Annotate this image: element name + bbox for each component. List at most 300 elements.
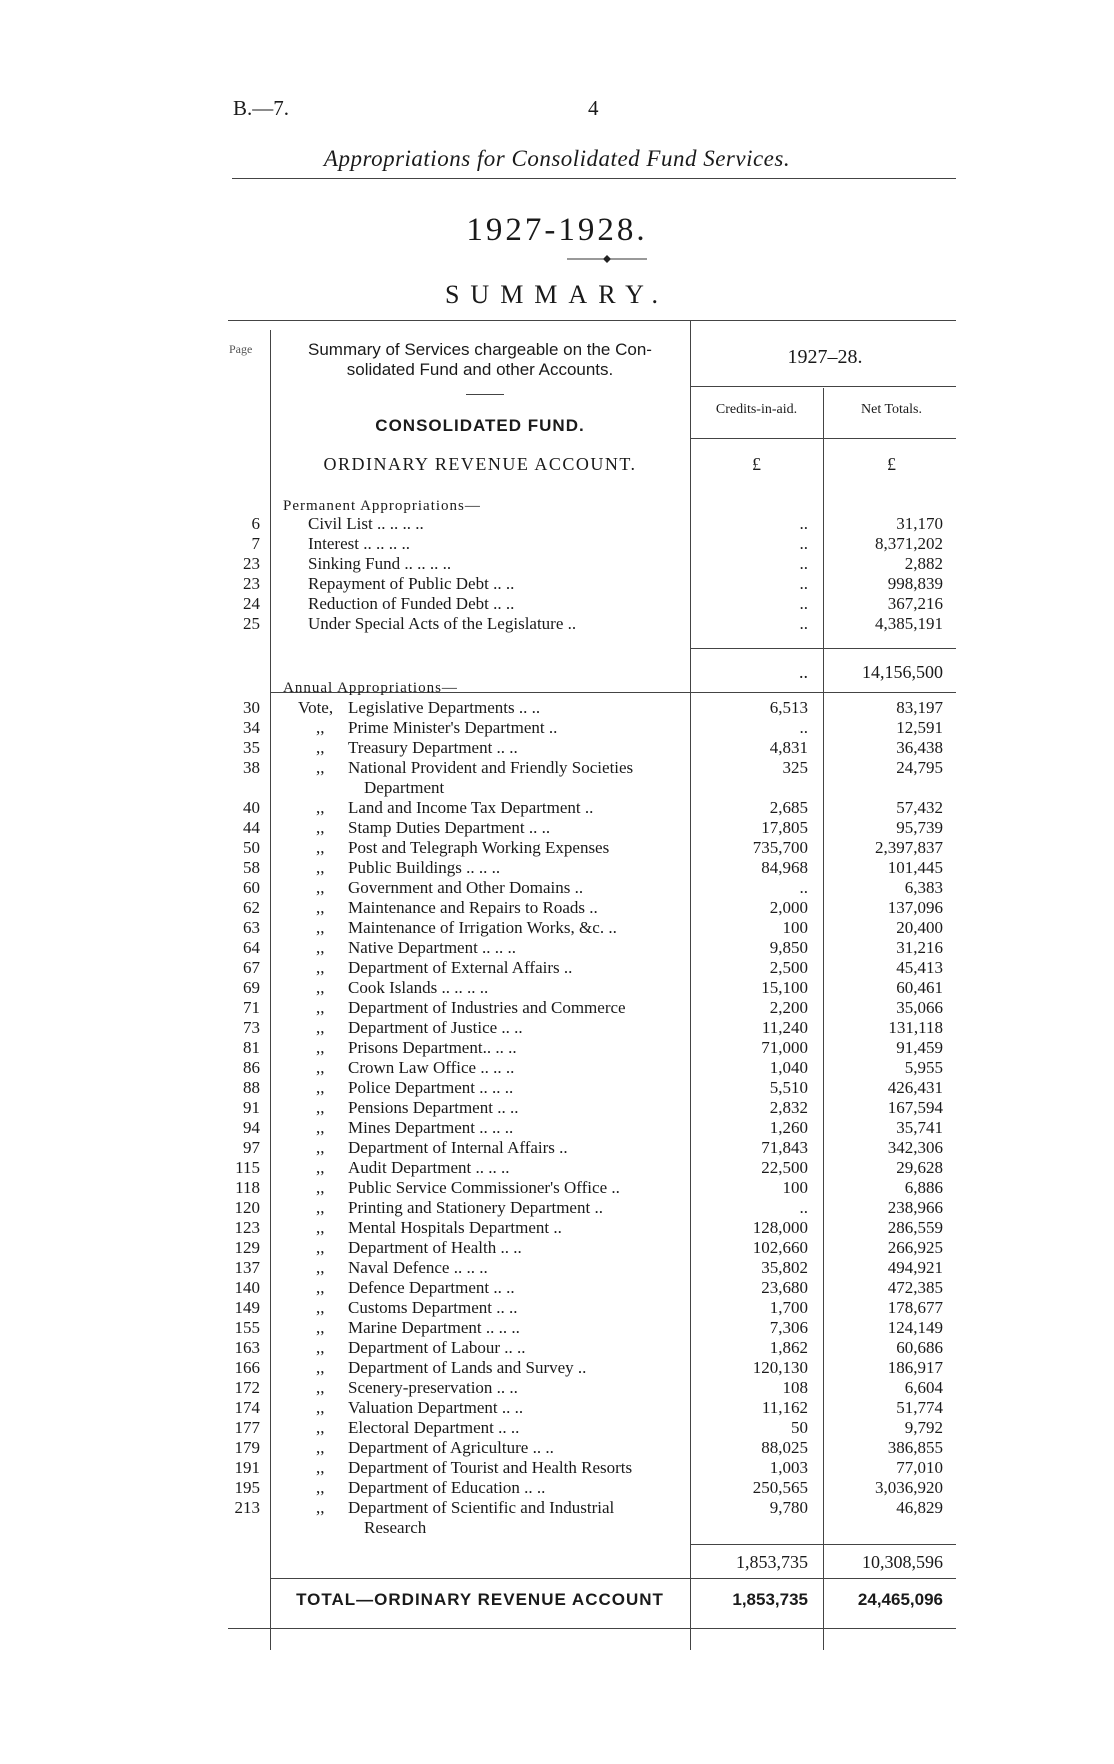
ditto-mark: ,, (316, 1338, 325, 1357)
annual-row (0, 1298, 1114, 1318)
annual-row (0, 898, 1114, 918)
row-item: Sinking Fund .. .. .. .. (308, 554, 452, 573)
row-item: Electoral Department .. .. (348, 1418, 520, 1437)
row-page-number: 60 (243, 878, 260, 897)
vote-label: Vote, (298, 698, 334, 717)
row-net-total: 31,170 (896, 514, 943, 533)
row-page-number: 177 (234, 1418, 260, 1437)
row-item: Native Department .. .. .. (348, 938, 517, 957)
row-item: Repayment of Public Debt .. .. (308, 574, 515, 593)
row-page-number: 23 (243, 554, 260, 573)
row-item: Customs Department .. .. (348, 1298, 518, 1317)
row-page-number: 62 (243, 898, 260, 917)
annual-row (0, 1038, 1114, 1058)
row-item: Legislative Departments .. .. (348, 698, 541, 717)
ditto-mark: ,, (316, 1178, 325, 1197)
row-credits: 71,843 (761, 1138, 808, 1157)
row-net-total: 5,955 (904, 1058, 943, 1077)
ditto-mark: ,, (316, 1378, 325, 1397)
row-item: Naval Defence .. .. .. (348, 1258, 488, 1277)
ditto-mark: ,, (316, 1038, 325, 1057)
row-item: Department of Justice .. .. (348, 1018, 523, 1037)
permanent-row (0, 594, 1114, 614)
row-credits: 6,513 (769, 698, 808, 717)
row-page-number: 30 (243, 698, 260, 717)
row-credits: 2,000 (769, 898, 808, 917)
total-top-rule (270, 1578, 956, 1579)
permanent-row (0, 574, 1114, 594)
row-net-total: 83,197 (896, 698, 943, 717)
net-column-header: Net Totals. (861, 402, 922, 417)
table-bottom-rule (228, 1628, 956, 1629)
row-page-number: 163 (234, 1338, 260, 1357)
annual-row (0, 1138, 1114, 1158)
ditto-mark: ,, (316, 1278, 325, 1297)
row-credits: 2,832 (769, 1098, 808, 1117)
ditto-mark: ,, (316, 918, 325, 937)
row-item: Cook Islands .. .. .. .. (348, 978, 489, 997)
row-page-number: 174 (234, 1398, 260, 1417)
row-credits: 325 (782, 758, 808, 777)
row-item: Printing and Stationery Department .. (348, 1198, 603, 1217)
annual-row (0, 1018, 1114, 1038)
row-credits: 128,000 (752, 1218, 808, 1237)
row-net-total: 367,216 (887, 594, 943, 613)
row-net-total: 124,149 (887, 1318, 943, 1337)
annual-row (0, 998, 1114, 1018)
row-item: Department of Education .. .. (348, 1478, 546, 1497)
annual-row (0, 818, 1114, 838)
row-net-total: 6,383 (904, 878, 943, 897)
row-page-number: 166 (234, 1358, 260, 1377)
net-currency-symbol: £ (887, 454, 896, 474)
row-net-total: 137,096 (887, 898, 943, 917)
page-column-label: Page (229, 342, 253, 356)
row-page-number: 40 (243, 798, 260, 817)
annual-row (0, 738, 1114, 758)
annual-row (0, 698, 1114, 718)
annual-subtotal-rule (690, 1544, 956, 1545)
row-net-total: 31,216 (896, 938, 943, 957)
row-net-total: 57,432 (896, 798, 943, 817)
row-net-total: 6,604 (904, 1378, 943, 1397)
row-net-total: 238,966 (887, 1198, 943, 1217)
row-page-number: 155 (234, 1318, 260, 1337)
annual-row (0, 878, 1114, 898)
row-item: Department of Health .. .. (348, 1238, 522, 1257)
row-page-number: 71 (243, 998, 260, 1017)
total-label: TOTAL—ORDINARY REVENUE ACCOUNT (296, 1590, 664, 1609)
row-credits: 50 (791, 1418, 808, 1437)
row-item: Stamp Duties Department .. .. (348, 818, 551, 837)
row-net-total: 91,459 (896, 1038, 943, 1057)
row-item: Department of Scientific and Industrial (348, 1498, 615, 1517)
annual-row (0, 1098, 1114, 1118)
total-credits: 1,853,735 (732, 1590, 808, 1609)
row-page-number: 67 (243, 958, 260, 977)
annual-row (0, 938, 1114, 958)
permanent-row (0, 614, 1114, 634)
ditto-mark: ,, (316, 798, 325, 817)
annual-row (0, 1278, 1114, 1298)
row-item: Department of Agriculture .. .. (348, 1438, 554, 1457)
annual-row (0, 1418, 1114, 1438)
row-net-total: 266,925 (887, 1238, 943, 1257)
row-item: Post and Telegraph Working Expenses (348, 838, 610, 857)
row-item: National Provident and Friendly Societies (348, 758, 634, 777)
annual-group-label (283, 680, 458, 697)
row-item: Prisons Department.. .. .. (348, 1038, 517, 1057)
row-page-number: 38 (243, 758, 260, 777)
row-item: Department of Industries and Commerce (348, 998, 626, 1017)
row-page-number: 73 (243, 1018, 260, 1037)
page-number: 4 (588, 96, 599, 120)
row-page-number: 191 (234, 1458, 260, 1477)
permanent-row (0, 534, 1114, 554)
ditto-mark: ,, (316, 1298, 325, 1317)
row-net-total: 2,882 (904, 554, 943, 573)
total-net: 24,465,096 (857, 1590, 943, 1609)
annual-row (0, 1438, 1114, 1458)
table-top-rule (228, 320, 956, 321)
row-net-total: 51,774 (896, 1398, 943, 1417)
row-net-total: 46,829 (896, 1498, 943, 1517)
annual-row (0, 1478, 1114, 1498)
row-credits: 17,805 (761, 818, 808, 837)
row-item: Scenery-preservation .. .. (348, 1378, 518, 1397)
credits-currency-symbol: £ (752, 454, 761, 474)
ditto-mark: ,, (316, 1258, 325, 1277)
row-net-total: 494,921 (887, 1258, 943, 1277)
annual-row (0, 1218, 1114, 1238)
row-item: Department of Tourist and Health Resorts (348, 1458, 633, 1477)
row-item-continuation: Department (364, 778, 445, 797)
document-reference: B.—7. (233, 96, 290, 120)
row-page-number: 118 (235, 1178, 260, 1197)
row-credits: 1,040 (769, 1058, 808, 1077)
row-item: Audit Department .. .. .. (348, 1158, 510, 1177)
row-page-number: 179 (234, 1438, 260, 1457)
row-credits: 1,862 (769, 1338, 808, 1357)
table-heading-line-1: Summary of Services chargeable on the Con- (308, 340, 652, 359)
row-net-total: 3,036,920 (875, 1478, 943, 1497)
row-credits: .. (799, 574, 808, 593)
row-credits: .. (799, 1198, 808, 1217)
row-page-number: 213 (234, 1498, 260, 1517)
annual-row (0, 1258, 1114, 1278)
row-net-total: 35,066 (896, 998, 943, 1017)
row-item: Interest .. .. .. .. (308, 534, 410, 553)
annual-subtotal-net: 10,308,596 (862, 1552, 943, 1572)
row-item: Maintenance of Irrigation Works, &c. .. (348, 918, 617, 937)
row-net-total: 77,010 (896, 1458, 943, 1477)
ditto-mark: ,, (316, 1118, 325, 1137)
annual-row (0, 978, 1114, 998)
row-item: Valuation Department .. .. (348, 1398, 524, 1417)
ditto-mark: ,, (316, 898, 325, 917)
ditto-mark: ,, (316, 1098, 325, 1117)
row-item: Government and Other Domains .. (348, 878, 584, 897)
annual-row (0, 1498, 1114, 1537)
row-page-number: 120 (234, 1198, 260, 1217)
annual-row (0, 1198, 1114, 1218)
row-item: Department of External Affairs .. (348, 958, 573, 977)
annual-row (0, 1378, 1114, 1398)
ditto-mark: ,, (316, 1498, 325, 1517)
row-credits: 7,306 (769, 1318, 808, 1337)
ornament-divider (567, 254, 647, 264)
row-credits: 35,802 (761, 1258, 808, 1277)
row-page-number: 140 (234, 1278, 260, 1297)
year-column-header: 1927–28. (787, 346, 863, 368)
ditto-mark: ,, (316, 878, 325, 897)
ditto-mark: ,, (316, 1238, 325, 1257)
annual-row (0, 1398, 1114, 1418)
row-page-number: 24 (243, 594, 260, 613)
row-page-number: 34 (243, 718, 260, 737)
header-rule (232, 178, 956, 179)
row-net-total: 12,591 (896, 718, 943, 737)
row-credits: 2,685 (769, 798, 808, 817)
row-net-total: 4,385,191 (875, 614, 943, 633)
row-credits: 11,162 (761, 1398, 808, 1417)
row-net-total: 60,461 (896, 978, 943, 997)
row-credits: 108 (782, 1378, 808, 1397)
row-credits: 9,850 (769, 938, 808, 957)
row-item: Reduction of Funded Debt .. .. (308, 594, 515, 613)
row-net-total: 178,677 (887, 1298, 943, 1317)
year-title: 1927-1928. (466, 212, 648, 248)
annual-subtotal-credits: 1,853,735 (736, 1552, 808, 1572)
ditto-mark: ,, (316, 718, 325, 737)
ditto-mark: ,, (316, 1478, 325, 1497)
row-page-number: 129 (234, 1238, 260, 1257)
year-under-rule (690, 386, 956, 387)
ditto-mark: ,, (316, 1458, 325, 1477)
row-credits: 250,565 (752, 1478, 808, 1497)
annual-row (0, 958, 1114, 978)
row-credits: 100 (782, 1178, 808, 1197)
ditto-mark: ,, (316, 1078, 325, 1097)
permanent-row (0, 514, 1114, 534)
ditto-mark: ,, (316, 1358, 325, 1377)
annual-row (0, 838, 1114, 858)
row-credits: 5,510 (769, 1078, 808, 1097)
annual-row (0, 1458, 1114, 1478)
annual-row (0, 1118, 1114, 1138)
annual-row (0, 1058, 1114, 1078)
row-net-total: 9,792 (904, 1418, 943, 1437)
row-credits: 9,780 (769, 1498, 808, 1517)
row-page-number: 81 (243, 1038, 260, 1057)
annual-row (0, 1078, 1114, 1098)
row-net-total: 386,855 (887, 1438, 943, 1457)
row-page-number: 123 (234, 1218, 260, 1237)
row-page-number: 172 (234, 1378, 260, 1397)
row-page-number: 97 (243, 1138, 260, 1157)
permanent-subtotal-credits: .. (799, 662, 808, 682)
row-item: Public Service Commissioner's Office .. (348, 1178, 620, 1197)
ditto-mark: ,, (316, 1018, 325, 1037)
permanent-subtotal-net: 14,156,500 (862, 662, 943, 682)
fund-title: CONSOLIDATED FUND. (375, 416, 585, 435)
annual-row (0, 918, 1114, 938)
row-page-number: 23 (243, 574, 260, 593)
annual-row (0, 1158, 1114, 1178)
row-item: Maintenance and Repairs to Roads .. (348, 898, 598, 917)
column-head-rule (690, 438, 956, 439)
row-credits: 4,831 (769, 738, 808, 757)
row-page-number: 63 (243, 918, 260, 937)
row-page-number: 6 (251, 514, 260, 533)
annual-row (0, 1338, 1114, 1358)
row-credits: .. (799, 718, 808, 737)
row-net-total: 286,559 (887, 1218, 943, 1237)
row-net-total: 29,628 (896, 1158, 943, 1177)
table-heading-line-2: solidated Fund and other Accounts. (346, 360, 614, 379)
row-net-total: 95,739 (896, 818, 943, 837)
ditto-mark: ,, (316, 958, 325, 977)
row-credits: 100 (782, 918, 808, 937)
row-item: Civil List .. .. .. .. (308, 514, 424, 533)
row-net-total: 45,413 (896, 958, 943, 977)
row-credits: 102,660 (752, 1238, 808, 1257)
credits-column-header: Credits-in-aid. (715, 402, 798, 417)
ditto-mark: ,, (316, 1158, 325, 1177)
row-item: Police Department .. .. .. (348, 1078, 514, 1097)
row-page-number: 35 (243, 738, 260, 757)
row-net-total: 131,118 (888, 1018, 943, 1037)
row-page-number: 94 (243, 1118, 260, 1137)
ditto-mark: ,, (316, 838, 325, 857)
annual-row (0, 1178, 1114, 1198)
row-credits: 735,700 (752, 838, 808, 857)
ditto-mark: ,, (316, 758, 325, 777)
permanent-subtotal-rule (690, 648, 956, 649)
ditto-mark: ,, (316, 1138, 325, 1157)
row-credits: 88,025 (761, 1438, 808, 1457)
row-page-number: 64 (243, 938, 260, 957)
row-credits: .. (799, 514, 808, 533)
row-page-number: 69 (243, 978, 260, 997)
row-item: Defence Department .. .. (348, 1278, 515, 1297)
annual-row (0, 1318, 1114, 1338)
row-page-number: 88 (243, 1078, 260, 1097)
row-item: Mental Hospitals Department .. (348, 1218, 562, 1237)
ditto-mark: ,, (316, 998, 325, 1017)
row-credits: 11,240 (761, 1018, 808, 1037)
row-item: Department of Internal Affairs .. (348, 1138, 568, 1157)
row-net-total: 186,917 (887, 1358, 943, 1377)
row-net-total: 472,385 (887, 1278, 943, 1297)
row-net-total: 2,397,837 (875, 838, 943, 857)
row-page-number: 115 (235, 1158, 260, 1177)
row-net-total: 426,431 (887, 1078, 943, 1097)
row-item-continuation: Research (364, 1518, 427, 1537)
row-credits: 120,130 (752, 1358, 808, 1377)
row-page-number: 137 (234, 1258, 260, 1277)
row-item: Land and Income Tax Department .. (348, 798, 594, 817)
ditto-mark: ,, (316, 1198, 325, 1217)
row-net-total: 342,306 (887, 1138, 943, 1157)
row-net-total: 60,686 (896, 1338, 943, 1357)
row-page-number: 149 (234, 1298, 260, 1317)
row-page-number: 25 (243, 614, 260, 633)
ditto-mark: ,, (316, 1398, 325, 1417)
row-item: Crown Law Office .. .. .. (348, 1058, 515, 1077)
annual-row (0, 758, 1114, 797)
row-net-total: 167,594 (887, 1098, 943, 1117)
row-credits: 22,500 (761, 1158, 808, 1177)
ditto-mark: ,, (316, 978, 325, 997)
ditto-mark: ,, (316, 738, 325, 757)
ditto-mark: ,, (316, 1318, 325, 1337)
row-page-number: 195 (234, 1478, 260, 1497)
row-credits: 1,700 (769, 1298, 808, 1317)
permanent-label-text: Permanent Appropriations— (283, 498, 481, 514)
annual-row (0, 1358, 1114, 1378)
row-net-total: 101,445 (887, 858, 943, 877)
row-page-number: 86 (243, 1058, 260, 1077)
ditto-mark: ,, (316, 938, 325, 957)
summary-title: SUMMARY. (444, 280, 670, 309)
row-credits: 2,200 (769, 998, 808, 1017)
row-item: Prime Minister's Department .. (348, 718, 558, 737)
row-page-number: 58 (243, 858, 260, 877)
row-net-total: 6,886 (904, 1178, 943, 1197)
row-net-total: 36,438 (896, 738, 943, 757)
permanent-row (0, 554, 1114, 574)
row-credits: 1,260 (769, 1118, 808, 1137)
ditto-mark: ,, (316, 1058, 325, 1077)
row-item: Under Special Acts of the Legislature .. (308, 614, 577, 633)
ditto-mark: ,, (316, 858, 325, 877)
row-item: Pensions Department .. .. (348, 1098, 519, 1117)
row-page-number: 7 (251, 534, 260, 553)
annual-row (0, 858, 1114, 878)
ditto-mark: ,, (316, 818, 325, 837)
ditto-mark: ,, (316, 1418, 325, 1437)
row-credits: 84,968 (761, 858, 808, 877)
row-credits: .. (799, 594, 808, 613)
row-item: Department of Lands and Survey .. (348, 1358, 587, 1377)
table-heading (275, 340, 685, 380)
heading-short-rule (466, 394, 504, 395)
ditto-mark: ,, (316, 1218, 325, 1237)
annual-label-text: Annual Appropriations— (283, 680, 458, 696)
row-net-total: 20,400 (896, 918, 943, 937)
permanent-group-label (283, 498, 481, 515)
row-credits: .. (799, 878, 808, 897)
row-credits: 71,000 (761, 1038, 808, 1057)
row-item: Treasury Department .. .. (348, 738, 518, 757)
ditto-mark: ,, (316, 1438, 325, 1457)
row-credits: .. (799, 554, 808, 573)
row-net-total: 998,839 (887, 574, 943, 593)
row-item: Marine Department .. .. .. (348, 1318, 520, 1337)
row-credits: 1,003 (769, 1458, 808, 1477)
row-net-total: 35,741 (896, 1118, 943, 1137)
row-credits: .. (799, 534, 808, 553)
row-item: Mines Department .. .. .. (348, 1118, 514, 1137)
annual-row (0, 718, 1114, 738)
annual-row (0, 1238, 1114, 1258)
row-credits: 23,680 (761, 1278, 808, 1297)
account-title: ORDINARY REVENUE ACCOUNT. (323, 454, 637, 474)
row-item: Department of Labour .. .. (348, 1338, 526, 1357)
row-credits: 2,500 (769, 958, 808, 977)
running-title: Appropriations for Consolidated Fund Services. (323, 146, 791, 171)
